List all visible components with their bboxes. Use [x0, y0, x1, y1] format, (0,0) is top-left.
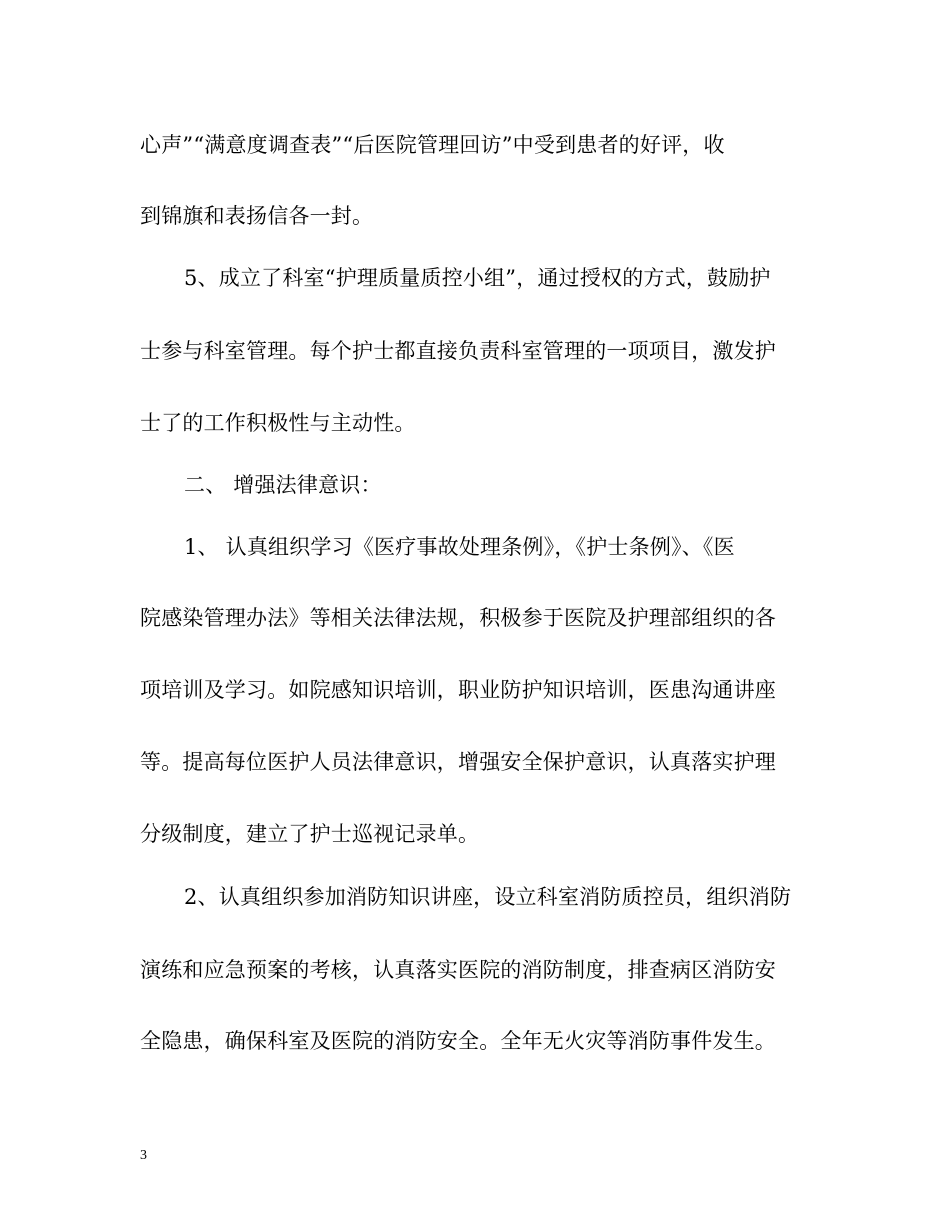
- text-line: 士参与科室管理。每个护士都直接负责科室管理的一项项目，激发护: [140, 339, 776, 363]
- text-line: 项培训及学习。如院感知识培训，职业防护知识培训，医患沟通讲座: [140, 678, 776, 702]
- text-line: 心声”“满意度调查表”“后医院管理回访”中受到患者的好评，收: [140, 133, 725, 157]
- text-line: 等。提高每位医护人员法律意识，增强安全保护意识，认真落实护理: [140, 750, 776, 774]
- text-line: 院感染管理办法》等相关法律法规，积极参于医院及护理部组织的各: [140, 606, 776, 630]
- text-line: 全隐患，确保科室及医院的消防安全。全年无火灾等消防事件发生。: [140, 1029, 776, 1053]
- section-heading: 二、 增强法律意识：: [184, 473, 382, 497]
- text-line: 分级制度，建立了护士巡视记录单。: [140, 822, 480, 846]
- text-line: 1、 认真组织学习《医疗事故处理条例》，《护士条例》、《医: [184, 535, 735, 559]
- text-line: 5、成立了科室“护理质量质控小组”，通过授权的方式，鼓励护: [184, 266, 771, 290]
- text-line: 演练和应急预案的考核，认真落实医院的消防制度，排查病区消防安: [140, 958, 776, 982]
- text-line: 2、认真组织参加消防知识讲座，设立科室消防质控员，组织消防: [184, 885, 792, 909]
- page-number: 3: [140, 1148, 147, 1163]
- text-line: 士了的工作积极性与主动性。: [140, 411, 416, 435]
- text-line: 到锦旗和表扬信各一封。: [140, 204, 374, 228]
